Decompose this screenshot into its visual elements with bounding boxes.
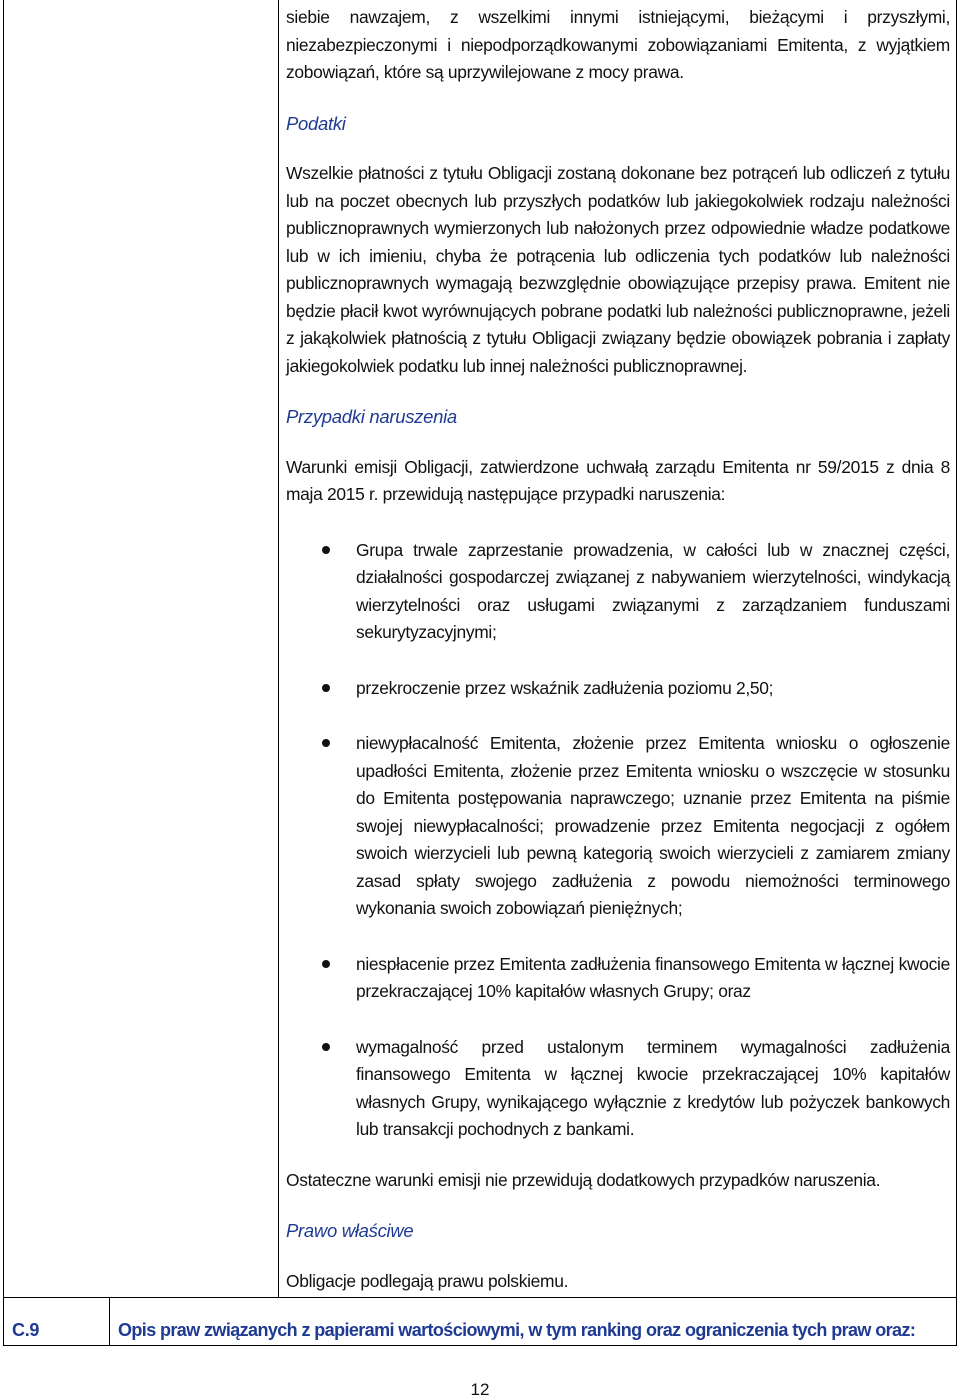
breach-closing-paragraph: Ostateczne warunki emisji nie przewidują dodatkowych przypadków naruszenia. [286,1169,881,1190]
list-item-text: wymagalność przed ustalonym terminem wymagalności zadłużenia finansowego Emitenta w łącznej kwocie przekraczającej 10% kapitałów własnych Grupy, wynikającego wyłącznie z kredytów lub pożyczek bankowych lub transakcji pochodnych z bankami. [356,1036,950,1139]
list-item [286,951,950,1006]
list-item [286,675,950,703]
content-cell [286,4,950,1295]
bullet-icon [322,739,330,747]
table-border-right [956,0,957,1346]
section-c9-title: Opis praw związanych z papierami wartościowymi, w tym ranking oraz ograniczenia tych praw oraz: [118,1320,916,1340]
taxes-paragraph: Wszelkie płatności z tytułu Obligacji zostaną dokonane bez potrąceń lub odliczeń z tytułu lub na poczet obecnych lub przyszłych podatków lub jakiegokolwiek rodzaju należności publicznoprawnych wymierzonych lub nałożonych przez odpowiednie władze podatkowe lub w ich imieniu, chyba że potrącenia lub odliczenia tych podatków lub należności publicznoprawnych wymagają bezwzględnie obowiązujące przepisy prawa. Emitent nie będzie płacił kwot wyrównujących pobrane podatki lub należności publicznoprawne, jeżeli z jakąkolwiek płatnością z tytułu Obligacji związany będzie obowiązek pobrania i zapłaty jakiegokolwiek podatku lub innej należności publicznoprawnej. [286,163,950,376]
table-border-column [278,0,279,1298]
list-item-text: przekroczenie przez wskaźnik zadłużenia poziomu 2,50; [356,677,774,698]
breach-heading: Przypadki naruszenia [286,406,457,427]
list-item [286,537,950,647]
bullet-icon [322,684,330,692]
bullet-icon [322,960,330,968]
list-item-text: niespłacenie przez Emitenta zadłużenia finansowego Emitenta w łącznej kwocie przekraczającej 10% kapitałów własnych Grupy; oraz [356,953,950,1001]
table-border-left [3,0,4,1346]
table-border-bottom [3,1345,957,1346]
list-item [286,730,950,923]
bullet-icon [322,1043,330,1051]
list-item-text: niewypłacalność Emitenta, złożenie przez Emitenta wniosku o ogłoszenie upadłości Emitenta, złożenie przez Emitenta wniosku o wszczęcie w stosunku do Emitenta postępowania naprawczego; uznanie przez Emitenta na piśmie swojej niewypłacalności; prowadzenie przez Emitenta negocjacji z ogółem swoich wierzycieli lub pewną kategorią swoich wierzycieli z zamiarem zmiany zasad spłaty swojego zadłużenia z powodu niemożności terminowego wykonania swoich zobowiązań pieniężnych; [356,733,950,918]
list-item [286,1034,950,1144]
page-number: 12 [470,1380,490,1399]
bullet-icon [322,546,330,554]
law-paragraph: Obligacje podlegają prawu polskiemu. [286,1270,569,1291]
taxes-heading: Podatki [286,112,346,134]
section-c9-label: C.9 [12,1320,40,1340]
breach-intro-paragraph: Warunki emisji Obligacji, zatwierdzone uchwałą zarządu Emitenta nr 59/2015 z dnia 8 maja 2015 r. przewidują następujące przypadki naruszenia: [286,456,950,504]
list-item-text: Grupa trwale zaprzestanie prowadzenia, w całości lub w znacznej części, działalności gospodarczej związanej z nabywaniem wierzytelności, windykacją wierzytelności oraz usługami związanymi z zarządzaniem funduszami sekurytyzacyjnymi; [356,539,950,642]
breach-list [286,537,950,1144]
intro-paragraph: siebie nawzajem, z wszelkimi innymi istniejącymi, bieżącymi i przyszłymi, niezabezpieczonymi i niepodporządkowanymi zobowiązaniami Emitenta, z wyjątkiem zobowiązań, które są uprzywilejowane z mocy prawa. [286,7,950,82]
table-border-c9-column [109,1297,110,1346]
table-row-divider [3,1297,957,1298]
law-heading: Prawo właściwe [286,1220,414,1241]
